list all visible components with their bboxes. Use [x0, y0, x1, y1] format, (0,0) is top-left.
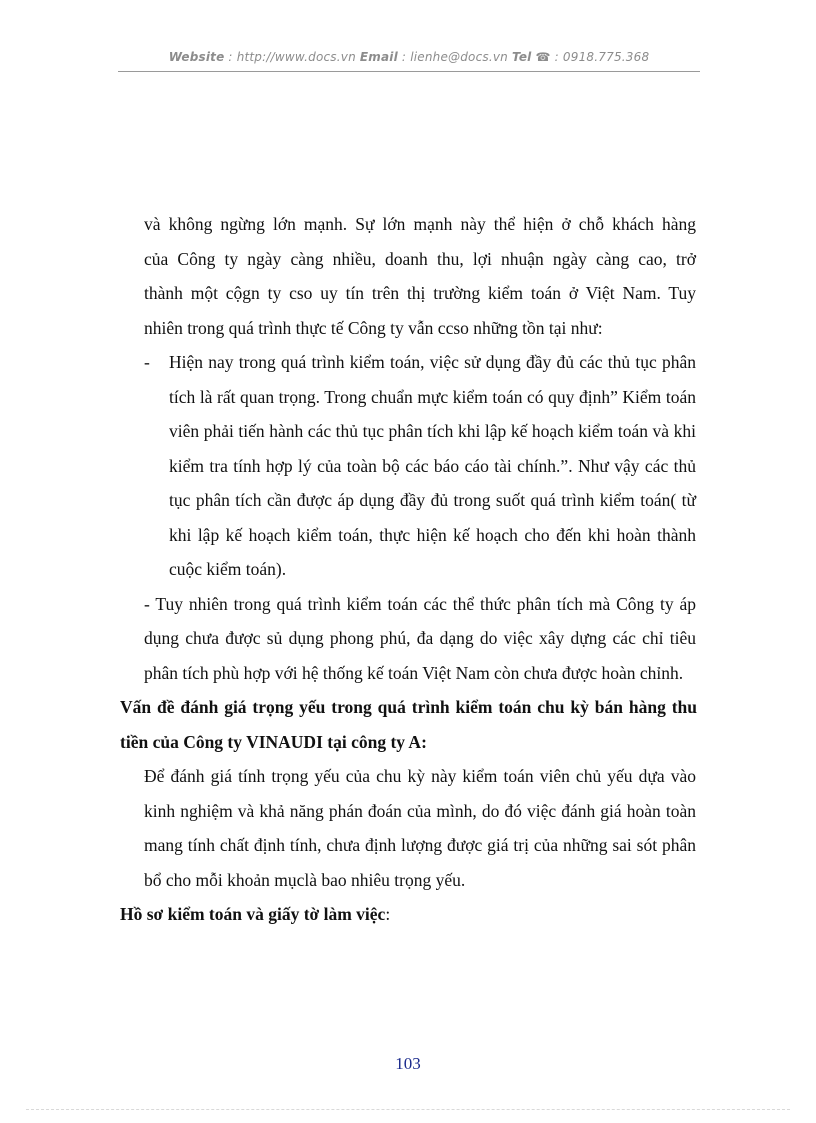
- section-heading-materiality: Vấn đề đánh giá trọng yếu trong quá trình kiểm toán chu kỳ bán hàng thu tiền của Công ty VINAUDI tại công ty A:: [120, 697, 697, 752]
- page-number: 103: [395, 1054, 421, 1073]
- tel-value: : 0918.775.368: [550, 50, 650, 64]
- footer-divider: [26, 1109, 790, 1110]
- intro-line: thành một cộgn ty cso uy tín trên thị trường kiểm toán ở Việt Nam. Tuy: [144, 283, 696, 303]
- email-value: : lienhe@docs.vn: [397, 50, 512, 64]
- intro-line: của Công ty ngày càng nhiều, doanh thu, lợi nhuận ngày càng cao, trở: [144, 248, 696, 269]
- intro-line: và không ngừng lớn mạnh. Sự lớn mạnh này thể hiện ở chỗ khách hàng: [144, 214, 696, 234]
- document-body: [120, 207, 697, 932]
- section-heading-colon: :: [385, 904, 391, 924]
- website-value: : http://www.docs.vn: [224, 50, 360, 64]
- page-header: [118, 50, 700, 64]
- section-heading-audit-files: [120, 897, 696, 932]
- bullet-dash: -: [144, 352, 150, 372]
- phone-icon: ☎: [535, 50, 551, 64]
- materiality-paragraph: Để đánh giá tính trọng yếu của chu kỳ này kiểm toán viên chủ yếu dựa vào kinh nghiệm và khả năng phán đoán của mình, do đó việc đánh giá hoàn toàn mang tính chất định tính, chưa định lượng được giá trị của những sai sót phân bổ cho mỗi khoản mụclà bao nhiêu trọng yếu.: [144, 766, 696, 890]
- email-label: Email: [359, 50, 398, 64]
- bullet-text: Hiện nay trong quá trình kiểm toán, việc sử dụng đầy đủ các thủ tục phân tích là rất quan trọng. Trong chuẩn mực kiểm toán có quy định” Kiểm toán viên phải tiến hành các thủ tục phân tích khi lập kế hoạch kiểm toán và khi kiểm tra tính hợp lý của toàn bộ các báo cáo tài chính.”. Như vậy các thủ tục phân tích cần được áp dụng đầy đủ trong suốt quá trình kiểm toán( từ khi lập kế hoạch kiểm toán, thực hiện kế hoạch cho đến khi hoàn thành cuộc kiểm toán).: [169, 352, 696, 579]
- bullet-item-limitations: - Tuy nhiên trong quá trình kiểm toán các thể thức phân tích mà Công ty áp dụng chưa được sủ dụng phong phú, đa dạng do việc xây dựng các chỉ tiêu phân tích phù hợp với hệ thống kế toán Việt Nam còn chưa được hoàn chỉnh.: [144, 593, 696, 683]
- website-label: Website: [168, 50, 225, 64]
- tel-label: Tel: [511, 50, 532, 64]
- section-heading-text: Hồ sơ kiểm toán và giấy tờ làm việc: [120, 904, 386, 924]
- header-divider: [118, 71, 700, 72]
- bullet-item-analytical-procedures: [144, 345, 696, 587]
- intro-line: nhiên trong quá trình thực tế Công ty vẫn ccso những tồn tại như:: [144, 317, 603, 338]
